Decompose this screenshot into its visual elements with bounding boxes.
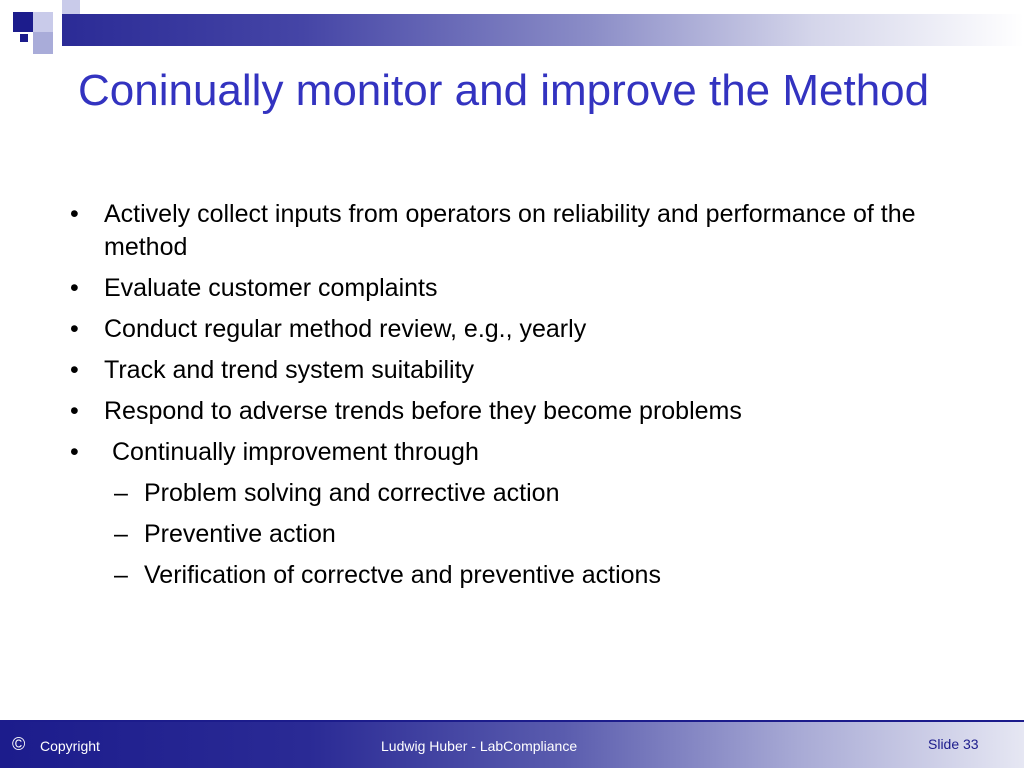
bullet-marker: • — [70, 315, 79, 343]
slide-title: Coninually monitor and improve the Method — [78, 66, 930, 115]
slide-number: Slide 33 — [928, 736, 979, 752]
header-gradient-band — [62, 14, 1024, 46]
bullet-text: Track and trend system suitability — [104, 356, 475, 384]
bullet-text: Evaluate customer complaints — [104, 274, 438, 302]
bullet-text: Continually improvement through — [112, 438, 479, 466]
dash-marker: – — [114, 561, 128, 589]
bullet-item — [70, 272, 990, 305]
corner-square-navy — [20, 34, 28, 42]
bullet-marker: • — [70, 438, 79, 466]
corner-square-light — [62, 0, 80, 14]
bullet-marker: • — [70, 200, 79, 228]
dash-marker: – — [114, 479, 128, 507]
bullet-item — [70, 313, 990, 346]
slide-footer — [0, 722, 1024, 768]
bullet-text: Problem solving and corrective action — [144, 479, 560, 507]
bullet-item — [70, 395, 990, 428]
bullet-text: Actively collect inputs from operators on reliability and performance of the method — [104, 200, 916, 261]
copyright-label: Copyright — [40, 738, 100, 754]
bullet-marker: • — [70, 397, 79, 425]
bullet-marker: • — [70, 274, 79, 302]
bullet-list — [70, 198, 990, 600]
bullet-text: Conduct regular method review, e.g., yearly — [104, 315, 587, 343]
bullet-text: Respond to adverse trends before they become problems — [104, 397, 742, 425]
bullet-item — [70, 354, 990, 387]
sub-bullet-item — [70, 477, 990, 510]
corner-square-light — [33, 32, 53, 54]
bullet-item — [70, 436, 990, 469]
dash-marker: – — [114, 520, 128, 548]
sub-bullet-item — [70, 518, 990, 551]
bullet-item — [70, 198, 990, 264]
corner-square-light — [33, 12, 53, 32]
corner-square-navy — [13, 12, 33, 32]
footer-author: Ludwig Huber - LabCompliance — [381, 738, 578, 754]
bullet-text: Verification of correctve and preventive actions — [144, 561, 661, 589]
copyright-icon: © — [12, 734, 26, 754]
bullet-marker: • — [70, 356, 79, 384]
bullet-text: Preventive action — [144, 520, 336, 548]
sub-bullet-item — [70, 559, 990, 592]
